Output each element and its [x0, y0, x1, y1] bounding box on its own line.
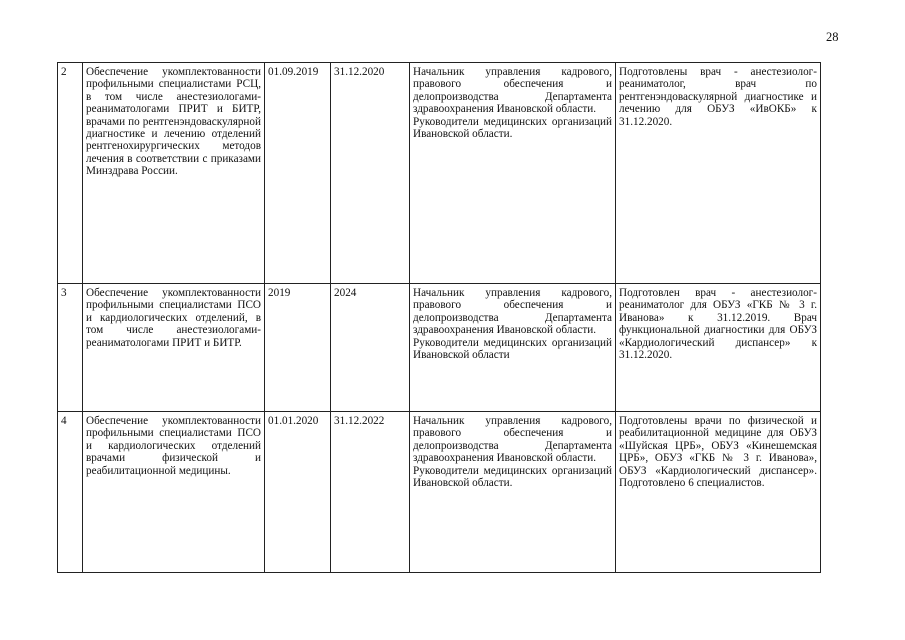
row-number: 3 [58, 284, 83, 412]
result-cell: Подготовлен врач - анестезиолог-реаниматолог для ОБУЗ «ГКБ № 3 г. Иванова» к 31.12.2019. Врач функциональной диагностики для ОБУЗ «Кардиологический диспансер» к 31.12.2020. [616, 284, 821, 412]
page-number: 28 [826, 30, 839, 44]
responsible-department: Начальник управления кадрового, правового обеспечения и делопроизводства Департамента здравоохранения Ивановской области. [413, 66, 612, 116]
responsible-department: Начальник управления кадрового, правового обеспечения и делопроизводства Департамента здравоохранения Ивановской области. [413, 287, 612, 337]
end-date-cell: 31.12.2022 [331, 412, 410, 573]
table-row [58, 284, 821, 412]
table-row [58, 412, 821, 573]
responsible-cell [410, 284, 616, 412]
activities-table [57, 62, 821, 573]
start-date-cell: 01.01.2020 [265, 412, 331, 573]
result-cell: Подготовлены врач - анестезиолог-реаниматолог, врач по рентгенэндоваскулярной диагностике и лечению для ОБУЗ «ИвОКБ» к 31.12.2020. [616, 63, 821, 284]
task-cell: Обеспечение укомплектованности профильными специалистами ПСО и кардиологических отделений врачами физической и реабилитационной медицины. [83, 412, 265, 573]
responsible-cell [410, 412, 616, 573]
start-date-cell: 01.09.2019 [265, 63, 331, 284]
responsible-organizations: Руководители медицинских организаций Ивановской области. [413, 464, 612, 490]
row-number: 4 [58, 412, 83, 573]
task-cell: Обеспечение укомплектованности профильными специалистами РСЦ, в том числе анестезиологами-реаниматологами ПРИТ и БИТР, врачами по рентгенэндоваскулярной диагностике и лечению отделений рентгенохирургических методов лечения в соответствии с приказами Минздрава России. [83, 63, 265, 284]
result-cell: Подготовлены врачи по физической и реабилитационной медицине для ОБУЗ «Шуйская ЦРБ», ОБУЗ «Кинешемская ЦРБ», ОБУЗ «ГКБ № 3 г. Иванова», ОБУЗ «Кардиологический диспансер». Подготовлено 6 специалистов. [616, 412, 821, 573]
task-cell: Обеспечение укомплектованности профильными специалистами ПСО и кардиологических отделений, в том числе анестезиологами-реаниматологами ПРИТ и БИТР. [83, 284, 265, 412]
responsible-organizations: Руководители медицинских организаций Ивановской области. [413, 115, 612, 141]
responsible-cell [410, 63, 616, 284]
responsible-organizations: Руководители медицинских организаций Ивановской области [413, 336, 612, 362]
start-date-cell: 2019 [265, 284, 331, 412]
end-date-cell: 2024 [331, 284, 410, 412]
row-number: 2 [58, 63, 83, 284]
table-row [58, 63, 821, 284]
responsible-department: Начальник управления кадрового, правового обеспечения и делопроизводства Департамента здравоохранения Ивановской области. [413, 415, 612, 465]
end-date-cell: 31.12.2020 [331, 63, 410, 284]
